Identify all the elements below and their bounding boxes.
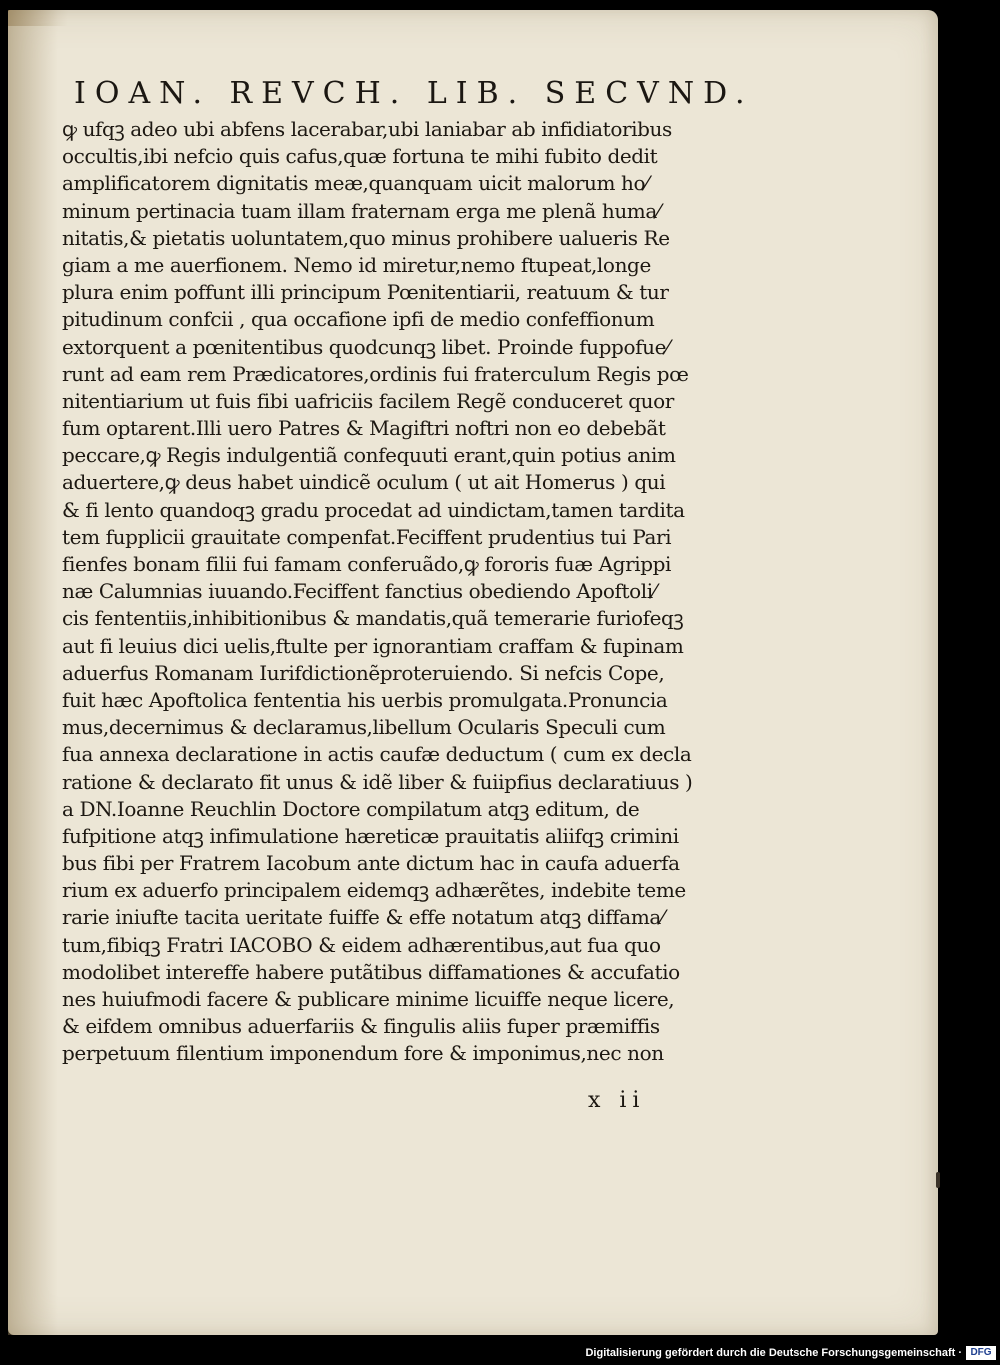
text-line: mus,decernimus & declaramus,libellum Ocularis Speculi cum bbox=[62, 715, 666, 740]
signature-mark: x ii bbox=[588, 1088, 646, 1113]
text-line: fufpitione atqꝫ infimulatione hæreticæ prauitatis aliifqꝫ crimini bbox=[62, 823, 679, 848]
page-edge-mark bbox=[936, 1172, 940, 1188]
text-line: modolibet intereffe habere putãtibus diffamationes & accufatio bbox=[62, 959, 680, 984]
text-line: a DN.Ioanne Reuchlin Doctore compilatum atqꝫ editum, de bbox=[62, 796, 640, 821]
text-line: extorquent a pœnitentibus quodcunqꝫ libet. Proinde fuppofue⁄ bbox=[62, 334, 669, 359]
text-line: rium ex aduerfo principalem eidemqꝫ adhærẽtes, indebite teme bbox=[62, 878, 686, 903]
text-line: nitatis,& pietatis uoluntatem,quo minus prohibere ualueris Re bbox=[62, 225, 670, 250]
corner-stain bbox=[8, 10, 68, 26]
running-head: IOAN. REVCH. LIB. SECVND. bbox=[74, 76, 754, 111]
text-line: occultis,ibi nefcio quis cafus,quæ fortuna te mihi fubito dedit bbox=[62, 144, 658, 169]
text-line: plura enim poffunt illi principum Pœnitentiarii, reatuum & tur bbox=[62, 280, 669, 305]
dfg-logo: DFG bbox=[966, 1346, 996, 1360]
text-line: giam a me auerfionem. Nemo id miretur,nemo ftupeat,longe bbox=[62, 252, 651, 277]
body-text bbox=[62, 116, 712, 1068]
text-line: aduertere,ꝙ deus habet uindicẽ oculum ( ut ait Homerus ) qui bbox=[62, 470, 666, 495]
text-line: fum optarent.Illi uero Patres & Magiftri noftri non eo debebãt bbox=[62, 416, 666, 441]
text-line: minum pertinacia tuam illam fraternam erga me plenã huma⁄ bbox=[62, 198, 660, 223]
text-line: aduerfus Romanam Iurifdictionẽproteruiendo. Si nefcis Cope, bbox=[62, 660, 665, 685]
text-line: rarie iniufte tacita ueritate fuiffe & effe notatum atqꝫ diffama⁄ bbox=[62, 905, 664, 930]
digitization-credit-bar bbox=[0, 1343, 1000, 1365]
text-line: tum,fibiqꝫ Fratri IACOBO & eidem adhærentibus,aut fua quo bbox=[62, 932, 661, 957]
text-line: bus fibi per Fratrem Iacobum ante dictum hac in caufa aduerfa bbox=[62, 851, 680, 876]
text-line: ratione & declarato fit unus & idẽ liber & fuiipfius declaratiuus ) bbox=[62, 769, 693, 794]
text-line: næ Calumnias iuuando.Feciffent fanctius obediendo Apoftoli⁄ bbox=[62, 579, 656, 604]
text-line: runt ad eam rem Prædicatores,ordinis fui fraterculum Regis pœ bbox=[62, 361, 689, 386]
text-line: fua annexa declaratione in actis caufæ deductum ( cum ex decla bbox=[62, 742, 692, 767]
text-line: & fi lento quandoqꝫ gradu procedat ad uindictam,tamen tardita bbox=[62, 497, 685, 522]
text-line: amplificatorem dignitatis meæ,quanquam uicit malorum ho⁄ bbox=[62, 171, 649, 196]
digitization-credit: Digitalisierung gefördert durch die Deutsche Forschungsgemeinschaft · bbox=[585, 1347, 962, 1359]
text-line: nes huiufmodi facere & publicare minime licuiffe neque licere, bbox=[62, 987, 675, 1011]
text-line: & eifdem omnibus aduerfariis & fingulis aliis fuper præmiffis bbox=[62, 1014, 660, 1039]
text-line: perpetuum filentium imponendum fore & imponimus,nec non bbox=[62, 1041, 664, 1066]
text-line: nitentiarium ut fuis fibi uafriciis facilem Regẽ conduceret quor bbox=[62, 388, 674, 413]
text-line: cis fententiis,inhibitionibus & mandatis,quã temerarie furiofeqꝫ bbox=[62, 606, 684, 631]
text-line: pitudinum confcii , qua occafione ipfi de medio confeffionum bbox=[62, 307, 655, 332]
text-line: aut fi leuius dici uelis,ftulte per ignorantiam craffam & fupinam bbox=[62, 633, 684, 658]
text-line: tem fupplicii grauitate compenfat.Feciffent prudentius tui Pari bbox=[62, 524, 672, 549]
text-line: fienfes bonam filii fui famam conferuãdo,ꝙ fororis fuæ Agrippi bbox=[62, 552, 672, 576]
page-gutter-shadow bbox=[8, 10, 58, 1335]
text-line: ꝙ ufqꝫ adeo ubi abfens lacerabar,ubi laniabar ab infidiatoribus bbox=[62, 117, 672, 141]
text-line: fuit hæc Apoftolica fententia his uerbis promulgata.Pronuncia bbox=[62, 687, 668, 712]
text-line: peccare,ꝙ Regis indulgentiã confequuti erant,quin potius anim bbox=[62, 443, 676, 468]
